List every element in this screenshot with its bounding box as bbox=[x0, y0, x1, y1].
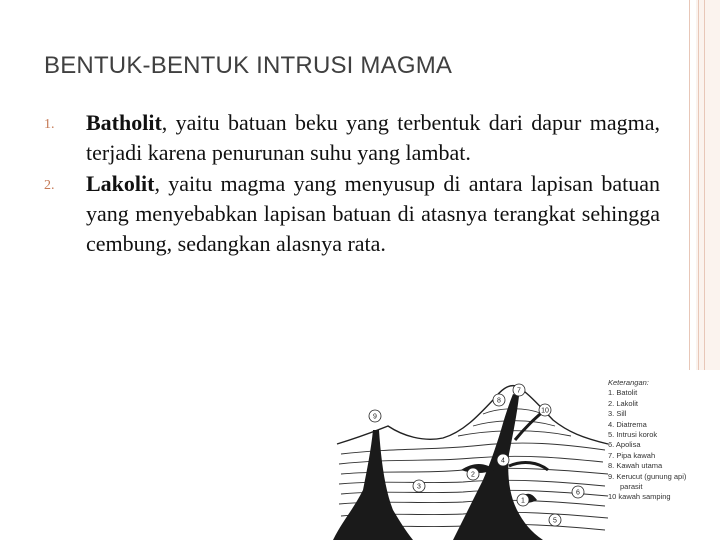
list-item bbox=[44, 108, 660, 168]
legend-item: 3. Sill bbox=[608, 409, 627, 419]
legend-item: 2. Lakolit bbox=[608, 398, 639, 408]
legend-item: 8. Kawah utama bbox=[608, 461, 663, 471]
list-number: 1. bbox=[44, 117, 55, 132]
marker-label: 4 bbox=[501, 457, 505, 465]
legend-item: 10 kawah samping bbox=[608, 492, 671, 502]
legend-item: 9. Kerucut (gunung api) bbox=[608, 471, 687, 481]
slide-title: BENTUK-BENTUK INTRUSI MAGMA bbox=[44, 52, 453, 79]
marker-label: 9 bbox=[373, 413, 377, 421]
definition-text: , yaitu magma yang menyusup di antara lapisan batuan yang menyebabkan lapisan batuan di atasnya terangkat sehingga cembung, sedangkan alasnya rata. bbox=[86, 171, 660, 256]
legend-item: 4. Diatrema bbox=[608, 419, 647, 429]
term-batholit: Batholit bbox=[86, 110, 162, 135]
marker-label: 5 bbox=[553, 517, 557, 525]
diagram-legend bbox=[608, 378, 686, 503]
legend-item: parasit bbox=[620, 482, 643, 492]
marker-label: 6 bbox=[576, 489, 580, 497]
marker-label: 7 bbox=[517, 387, 521, 395]
legend-title: Keterangan: bbox=[608, 378, 649, 387]
magma-intrusion-diagram bbox=[333, 370, 720, 540]
marker-label: 3 bbox=[417, 483, 421, 491]
marker-label: 2 bbox=[471, 471, 475, 479]
list-number: 2. bbox=[44, 178, 55, 193]
marker-label: 10 bbox=[541, 407, 549, 415]
marker-label: 1 bbox=[521, 497, 525, 505]
term-lakolit: Lakolit bbox=[86, 171, 155, 196]
legend-item: 7. Pipa kawah bbox=[608, 450, 656, 460]
intrusion-list bbox=[44, 108, 660, 259]
list-item bbox=[44, 169, 660, 259]
definition-text: , yaitu batuan beku yang terbentuk dari dapur magma, terjadi karena penurunan suhu yang lambat. bbox=[86, 110, 660, 165]
legend-item: 6. Apolisa bbox=[608, 440, 641, 450]
legend-item: 1. Batolit bbox=[608, 388, 638, 398]
legend-item: 5. Intrusi korok bbox=[608, 430, 658, 440]
marker-label: 8 bbox=[497, 397, 501, 405]
batholith-mass-left bbox=[333, 430, 413, 540]
